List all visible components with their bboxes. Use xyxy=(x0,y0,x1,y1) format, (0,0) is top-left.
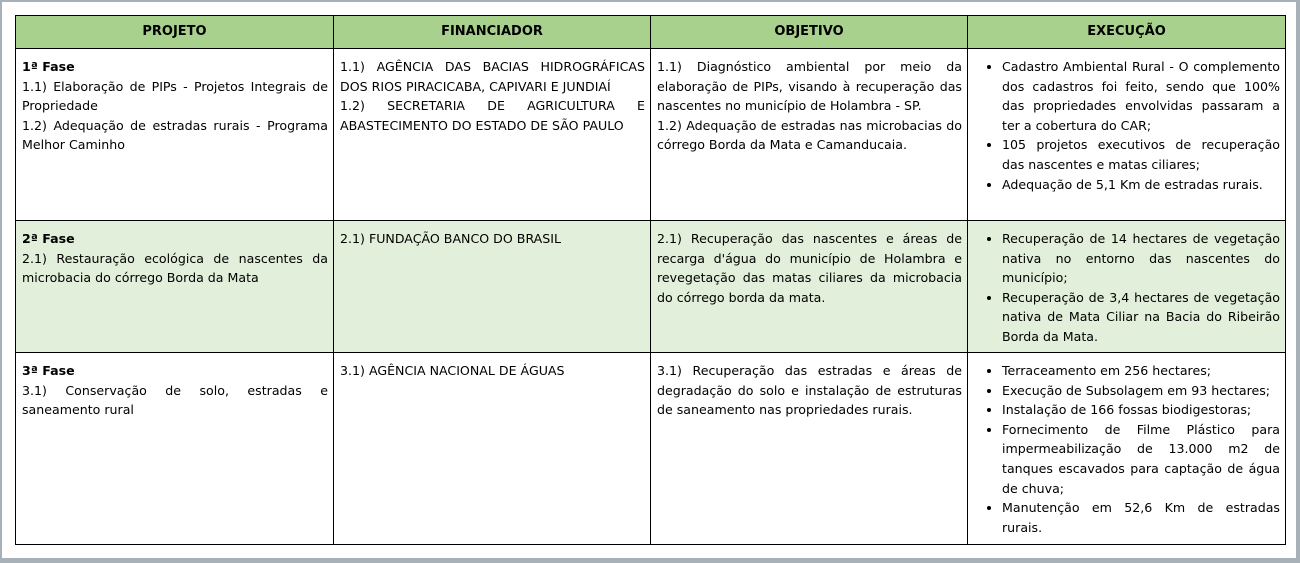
objetivo-cell xyxy=(651,221,968,353)
objetivo-item: 1.1) Diagnóstico ambiental por meio da elaboração de PIPs, visando à recuperação das nascentes no município de Holambra - SP. xyxy=(657,59,962,114)
projeto-cell xyxy=(16,49,334,221)
execucao-cell xyxy=(968,49,1286,221)
execucao-list xyxy=(974,229,1280,347)
execucao-item: • Recuperação de 14 hectares de vegetação nativa no entorno das nascentes do município; xyxy=(1002,229,1280,288)
projeto-cell xyxy=(16,221,334,353)
objetivo-item: 3.1) Recuperação das estradas e áreas de degradação do solo e instalação de estruturas de saneamento nas propriedades rurais. xyxy=(657,363,962,418)
execucao-item: • Execução de Subsolagem em 93 hectares; xyxy=(1002,381,1280,401)
execucao-item: • Manutenção em 52,6 Km de estradas rurais. xyxy=(1002,498,1280,537)
projects-table xyxy=(15,15,1286,545)
execucao-list xyxy=(974,57,1280,194)
fase-label: 3ª Fase xyxy=(22,363,75,378)
execucao-item: • Recuperação de 3,4 hectares de vegetação nativa de Mata Ciliar na Bacia do Ribeirão Borda da Mata. xyxy=(1002,288,1280,347)
execucao-item: • Terraceamento em 256 hectares; xyxy=(1002,361,1280,381)
table-row xyxy=(16,221,1286,353)
execucao-cell xyxy=(968,353,1286,545)
header-execucao: EXECUÇÃO xyxy=(968,16,1286,49)
table-header-row xyxy=(16,16,1286,49)
execucao-item: • Fornecimento de Filme Plástico para impermeabilização de 13.000 m2 de tanques escavados para captação de água de chuva; xyxy=(1002,420,1280,498)
header-objetivo: OBJETIVO xyxy=(651,16,968,49)
objetivo-item: 2.1) Recuperação das nascentes e áreas de recarga d'água do município de Holambra e revegetação das matas ciliares da microbacia do córrego borda da mata. xyxy=(657,231,962,305)
financiador-cell xyxy=(334,49,651,221)
projeto-item: 2.1) Restauração ecológica de nascentes da microbacia do córrego Borda da Mata xyxy=(22,250,328,286)
header-projeto: PROJETO xyxy=(16,16,334,49)
financiador-item: 1.2) SECRETARIA DE AGRICULTURA E ABASTECIMENTO DO ESTADO DE SÃO PAULO xyxy=(340,98,645,133)
projeto-item: 3.1) Conservação de solo, estradas e saneamento rural xyxy=(22,382,328,418)
execucao-item: • Cadastro Ambiental Rural - O complemento dos cadastros foi feito, sendo que 100% das propriedades envolvidas passaram a ter a cobertura do CAR; xyxy=(1002,57,1280,135)
execucao-item: • 105 projetos executivos de recuperação das nascentes e matas ciliares; xyxy=(1002,135,1280,174)
projeto-item: 1.2) Adequação de estradas rurais - Programa Melhor Caminho xyxy=(22,117,328,153)
header-financiador: FINANCIADOR xyxy=(334,16,651,49)
table-row xyxy=(16,353,1286,545)
financiador-item: 3.1) AGÊNCIA NACIONAL DE ÁGUAS xyxy=(340,363,565,378)
execucao-item: • Instalação de 166 fossas biodigestoras; xyxy=(1002,400,1280,420)
execucao-item: • Adequação de 5,1 Km de estradas rurais. xyxy=(1002,175,1280,195)
financiador-item: 1.1) AGÊNCIA DAS BACIAS HIDROGRÁFICAS DOS RIOS PIRACICABA, CAPIVARI E JUNDIAÍ xyxy=(340,59,645,94)
objetivo-cell xyxy=(651,353,968,545)
execucao-cell xyxy=(968,221,1286,353)
objetivo-item: 1.2) Adequação de estradas nas microbacias do córrego Borda da Mata e Camanducaia. xyxy=(657,117,962,153)
objetivo-cell xyxy=(651,49,968,221)
table-row xyxy=(16,49,1286,221)
fase-label: 2ª Fase xyxy=(22,231,75,246)
document-page xyxy=(2,2,1296,558)
projeto-cell xyxy=(16,353,334,545)
projeto-item: 1.1) Elaboração de PIPs - Projetos Integrais de Propriedade xyxy=(22,78,328,114)
financiador-item: 2.1) FUNDAÇÃO BANCO DO BRASIL xyxy=(340,231,562,246)
financiador-cell xyxy=(334,221,651,353)
financiador-cell xyxy=(334,353,651,545)
execucao-list xyxy=(974,361,1280,537)
fase-label: 1ª Fase xyxy=(22,59,75,74)
